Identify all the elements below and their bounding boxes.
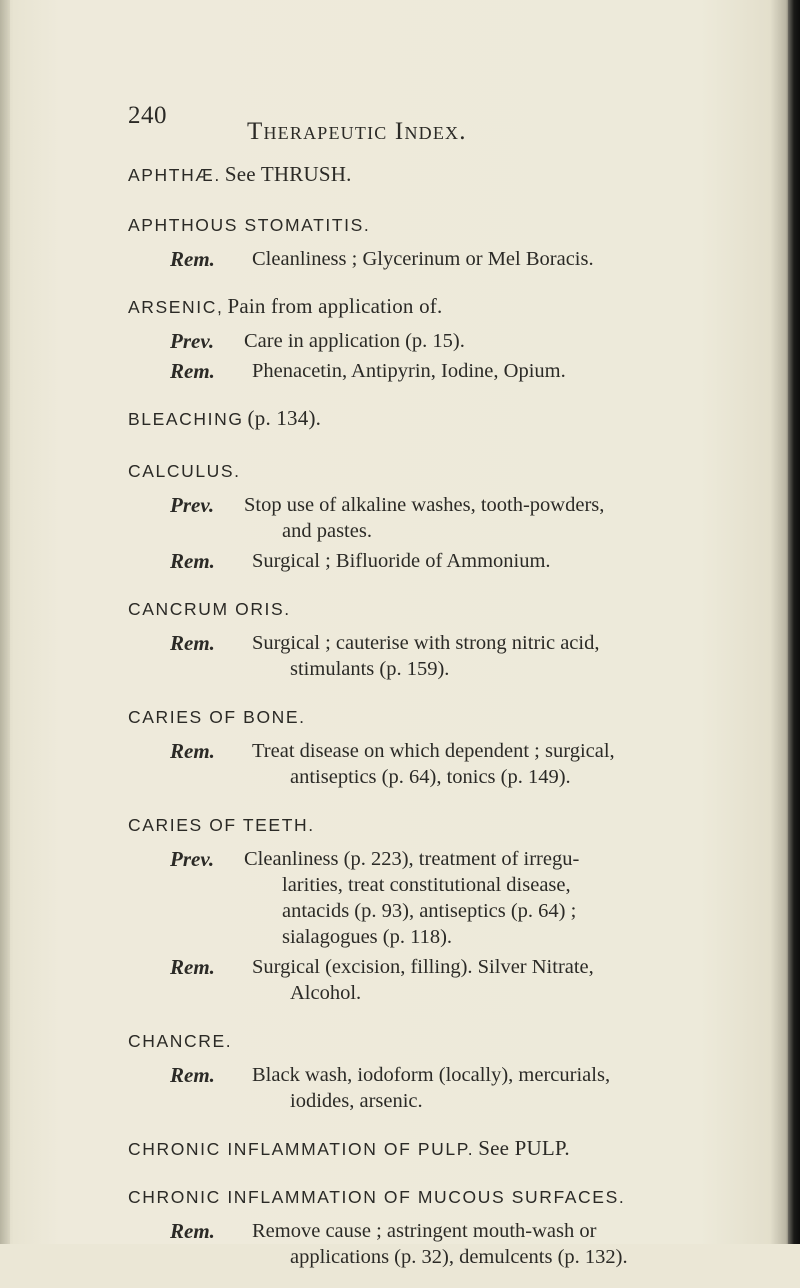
index-entry [128,290,768,384]
entry-heading-rest: (p. 134). [247,406,322,430]
sub-text-line: and pastes. [282,520,372,542]
entry-subline [128,738,768,790]
index-entry [128,402,768,436]
sub-label: Rem. [170,247,215,271]
index-entries [128,158,768,1288]
page-gutter-shadow [0,0,10,1244]
entry-subline [128,954,768,1006]
entry-heading: CARIES OF BONE. [128,707,306,727]
entry-heading-rest: Pain from application of. [227,294,443,318]
sub-label: Prev. [170,329,215,353]
sub-text: Cleanliness ; Glycerinum or Mel Boracis. [252,248,594,270]
sub-text-line: larities, treat constitutional disease, [282,874,571,896]
sub-text-line: antiseptics (p. 64), tonics (p. 149). [290,766,571,788]
entry-heading: ARSENIC, [128,297,224,317]
sub-text-line: Treat disease on which dependent ; surgical, [252,740,615,762]
index-entry [128,158,768,192]
entry-subline [128,328,768,354]
entry-subline [128,492,768,544]
sub-label: Rem. [170,1063,215,1087]
entry-heading-rest: See THRUSH. [224,162,352,186]
sub-text-line: Surgical (excision, filling). Silver Nitrate, [252,956,594,978]
sub-text-line: antacids (p. 93), antiseptics (p. 64) ; [282,900,577,922]
entry-subline [128,358,768,384]
sub-label: Rem. [170,359,215,383]
sub-text-line: Black wash, iodoform (locally), mercurials, [252,1064,611,1086]
sub-label: Prev. [170,847,215,871]
sub-text-line: stimulants (p. 159). [290,658,450,680]
sub-text-line: Cleanliness (p. 223), treatment of irregu- [244,848,580,870]
index-entry [128,454,768,574]
sub-text-line: iodides, arsenic. [290,1090,423,1112]
sub-label: Rem. [170,739,215,763]
page-number: 240 [128,102,167,129]
entry-subline [128,246,768,272]
index-entry [128,592,768,682]
entry-heading: CALCULUS. [128,461,241,481]
entry-heading-rest: See PULP. [478,1136,570,1160]
running-head-title: Therapeutic Index. [247,118,467,145]
entry-subline [128,1218,768,1270]
entry-heading: APHTHOUS STOMATITIS. [128,215,371,235]
sub-text: Care in application (p. 15). [244,330,465,352]
sub-text: Surgical ; Bifluoride of Ammonium. [252,550,551,572]
page-edge-shadow [788,0,800,1244]
entry-heading: CARIES OF TEETH. [128,815,315,835]
index-entry [128,700,768,790]
sub-text-line: sialagogues (p. 118). [282,926,453,948]
sub-text: Phenacetin, Antipyrin, Iodine, Opium. [252,360,566,382]
sub-text-line: Surgical ; cauterise with strong nitric acid, [252,632,600,654]
sub-label: Rem. [170,1219,215,1243]
index-entry [128,208,768,272]
entry-heading: CHRONIC INFLAMMATION OF MUCOUS SURFACES. [128,1187,626,1207]
sub-label: Prev. [170,493,215,517]
entry-heading: BLEACHING [128,409,244,429]
entry-subline [128,846,768,950]
index-entry [128,808,768,1006]
entry-subline [128,548,768,574]
entry-subline [128,630,768,682]
index-entry [128,1180,768,1270]
entry-heading: APHTHÆ. [128,165,221,185]
sub-label: Rem. [170,955,215,979]
sub-label: Rem. [170,631,215,655]
entry-heading: CHANCRE. [128,1031,233,1051]
sub-text-line: applications (p. 32), demulcents (p. 132). [290,1246,628,1268]
index-entry [128,1024,768,1114]
entry-subline [128,1062,768,1114]
entry-heading: CANCRUM ORIS. [128,599,291,619]
sub-text-line: Alcohol. [290,982,362,1004]
entry-heading: CHRONIC INFLAMMATION OF PULP. [128,1139,475,1159]
sub-text-line: Remove cause ; astringent mouth-wash or [252,1220,597,1242]
sub-label: Rem. [170,549,215,573]
sub-text-line: Stop use of alkaline washes, tooth-powders, [244,494,605,516]
index-entry [128,1132,768,1166]
